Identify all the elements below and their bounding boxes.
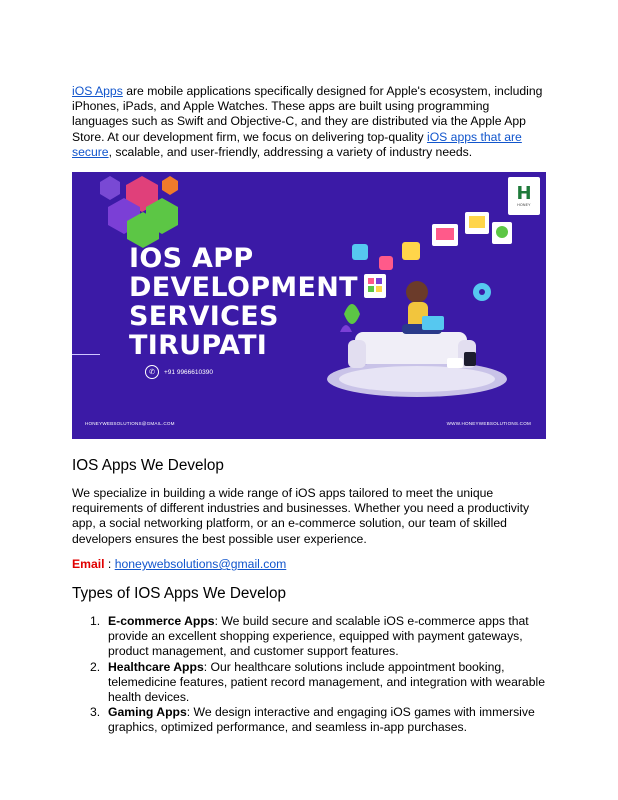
company-logo: [508, 177, 540, 215]
banner-divider-line: [72, 354, 100, 355]
section-heading-develop: IOS Apps We Develop: [72, 457, 224, 474]
banner-title-line: DEVELOPMENT: [129, 272, 358, 303]
section-heading-types: Types of IOS Apps We Develop: [72, 585, 286, 602]
intro-text-2: , scalable, and user-friendly, addressing a variety of industry needs.: [108, 144, 473, 159]
banner-title-line: SERVICES: [129, 301, 279, 332]
intro-text-1: are mobile applications specifically designed for Apple's ecosystem, including iPhones, iPads, and Apple Watches. These apps are built using programming languages such as Swift and Objective-C, and they are distributed via the Apple App Store. At our development firm, we focus on delivering top-quality: [72, 84, 543, 144]
app-types-list: [72, 614, 546, 736]
banner-website: WWW.HONEYWEBSOLUTIONS.COM: [446, 421, 531, 426]
banner-title: [129, 244, 358, 360]
section-paragraph-develop: We specialize in building a wide range of iOS apps tailored to meet the unique requirements of different industries and businesses. Whether you need a productivity app, a social networking platform, or an e-commerce solution, our team of skilled developers ensures the best possible user experience.: [72, 486, 530, 546]
list-number: 1.: [90, 614, 101, 628]
list-item: [72, 614, 546, 660]
list-item-title: E-commerce Apps: [108, 614, 215, 628]
list-number: 3.: [90, 705, 101, 720]
logo-mark: H: [516, 183, 532, 204]
hexagon-cluster-icon: [100, 176, 178, 248]
service-banner: [72, 172, 546, 439]
banner-phone-number: +91 9966610390: [164, 368, 213, 376]
phone-icon: ✆: [145, 365, 159, 379]
list-number: 2.: [90, 659, 101, 674]
intro-paragraph: [72, 84, 546, 160]
list-item-text: : We build secure and scalable iOS e-commerce apps that provide an excellent shopping experience, equipped with payment gateways, product management, and customer support features.: [108, 614, 529, 659]
email-line: [72, 557, 286, 572]
list-item-text: : We design interactive and engaging iOS games with immersive graphics, optimized performance, and seamless in-app purchases.: [108, 705, 535, 735]
email-link[interactable]: honeywebsolutions@gmail.com: [114, 557, 287, 571]
banner-title-line: IOS APP: [129, 243, 254, 274]
ios-apps-link[interactable]: iOS Apps: [72, 84, 123, 98]
ios-apps-secure-link[interactable]: iOS apps that are secure: [72, 129, 522, 159]
logo-text: HONEY: [517, 203, 531, 207]
email-separator: :: [104, 557, 115, 571]
list-item-text: : Our healthcare solutions include appointment booking, telemedicine features, patient record management, and integration with wearable health devices.: [108, 659, 545, 705]
list-item: [72, 660, 546, 706]
banner-phone: [145, 365, 213, 379]
list-item-title: Gaming Apps: [108, 705, 187, 720]
banner-email: HONEYWEBSOLUTIONS@GMAIL.COM: [85, 421, 175, 426]
email-label: Email: [72, 557, 105, 571]
list-item: [72, 705, 546, 735]
banner-title-line: TIRUPATI: [129, 330, 268, 361]
list-item-title: Healthcare Apps: [108, 659, 204, 674]
